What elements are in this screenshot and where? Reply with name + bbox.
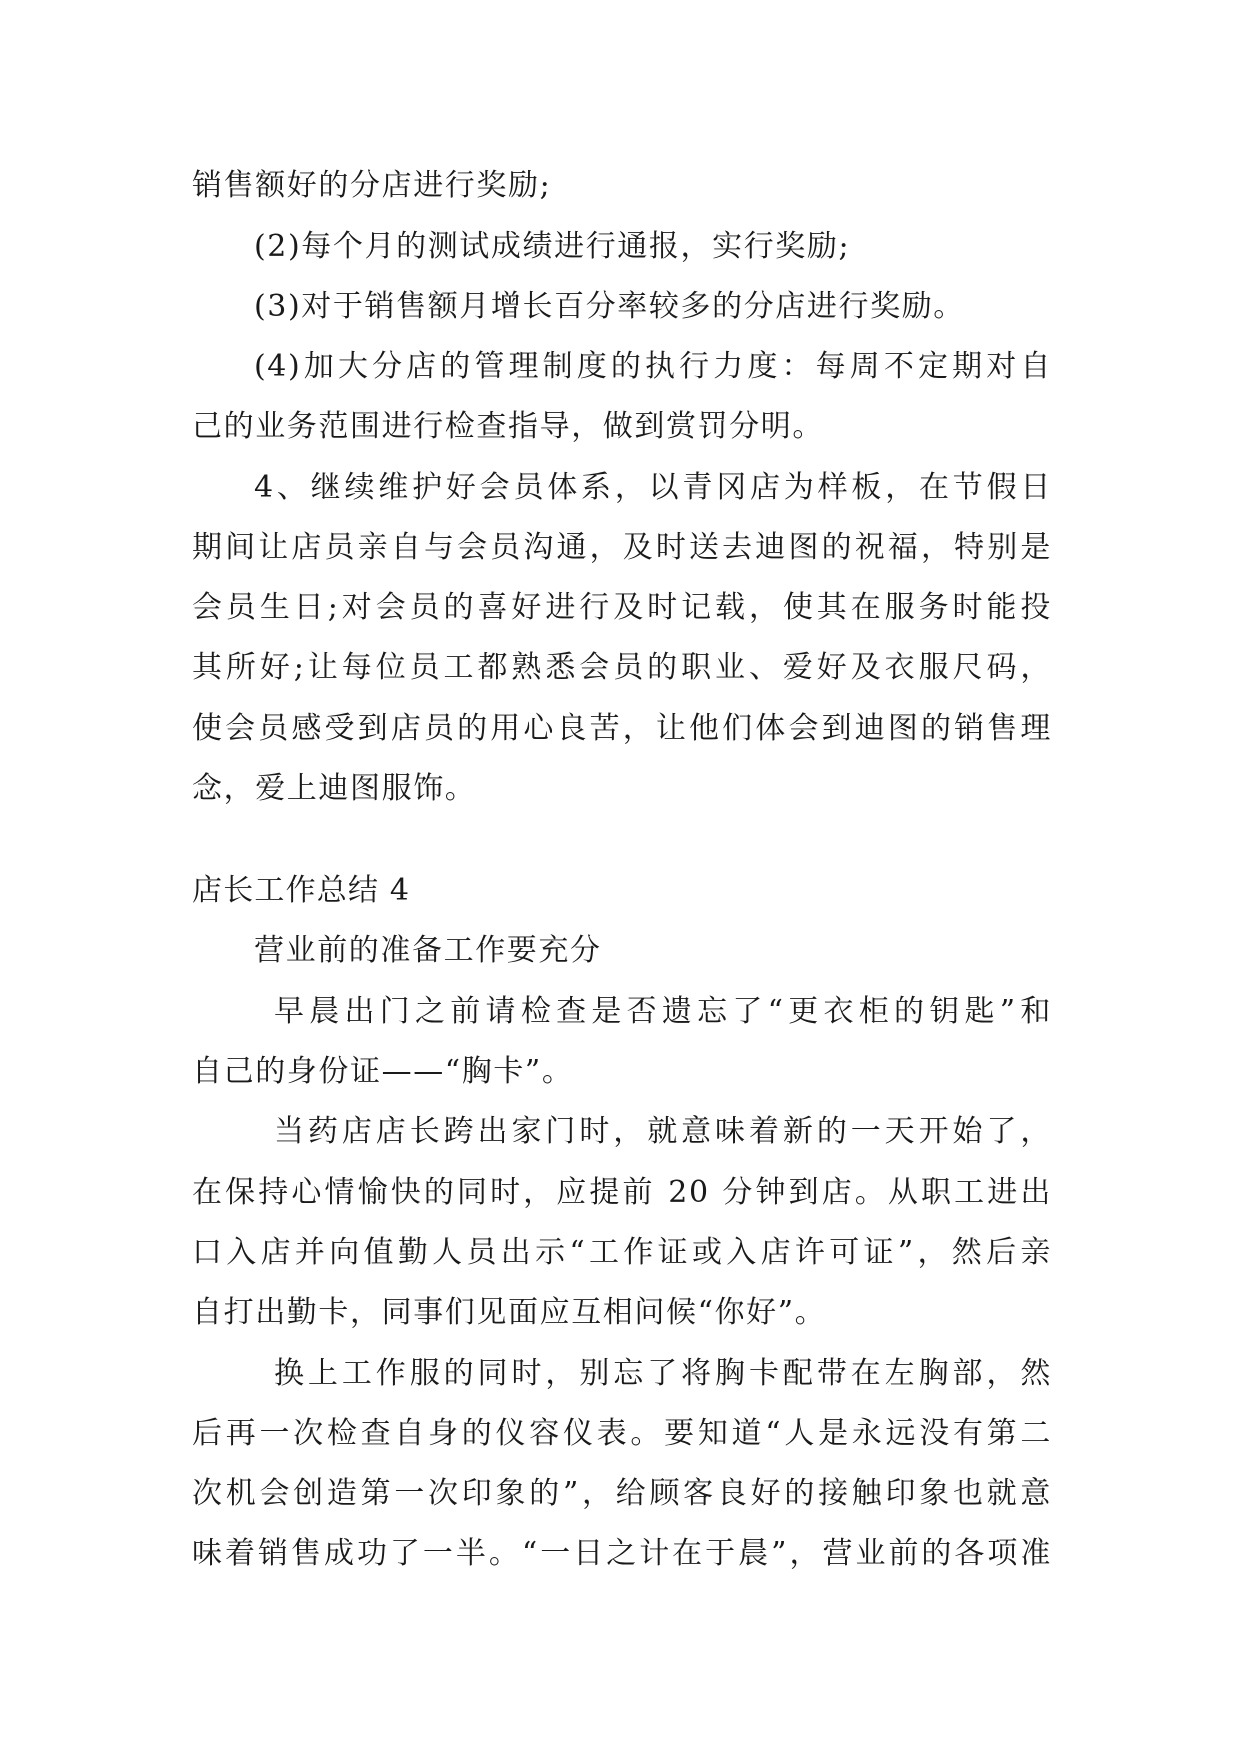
text-line: 会员生日;对会员的喜好进行及时记载，使其在服务时能投 (192, 590, 1052, 625)
text-line: (3)对于销售额月增长百分率较多的分店进行奖励。 (254, 289, 965, 324)
text-line: 早晨出门之前请检查是否遗忘了“更衣柜的钥匙”和 (274, 994, 1052, 1029)
text-line: 使会员感受到店员的用心良苦，让他们体会到迪图的销售理 (192, 711, 1052, 746)
text-line: 当药店店长跨出家门时，就意味着新的一天开始了， (274, 1114, 1052, 1149)
text-line: 自己的身份证——“胸卡”。 (192, 1054, 574, 1089)
text-line: 口入店并向值勤人员出示“工作证或入店许可证”，然后亲 (192, 1235, 1052, 1270)
text-line: 在保持心情愉快的同时，应提前 20 分钟到店。从职工进出 (192, 1175, 1052, 1210)
text-line: 念，爱上迪图服饰。 (192, 771, 477, 806)
text-line: (2)每个月的测试成绩进行通报，实行奖励; (254, 229, 851, 264)
text-line: 次机会创造第一次印象的”，给顾客良好的接触印象也就意 (192, 1476, 1052, 1511)
text-line: 换上工作服的同时，别忘了将胸卡配带在左胸部，然 (274, 1356, 1052, 1391)
text-line: 自打出勤卡，同事们见面应互相问候“你好”。 (192, 1295, 827, 1330)
section-title: 店长工作总结 4 (192, 873, 411, 908)
text-line: 其所好;让每位员工都熟悉会员的职业、爱好及衣服尺码， (192, 650, 1052, 685)
text-line: 后再一次检查自身的仪容仪表。要知道“人是永远没有第二 (192, 1416, 1052, 1451)
text-line: 销售额好的分店进行奖励; (192, 168, 552, 203)
text-line: (4)加大分店的管理制度的执行力度：每周不定期对自 (254, 349, 1052, 384)
subheading: 营业前的准备工作要充分 (254, 933, 602, 968)
text-line: 4、继续维护好会员体系，以青冈店为样板，在节假日 (254, 470, 1052, 505)
text-line: 己的业务范围进行检查指导，做到赏罚分明。 (192, 409, 824, 444)
text-line: 期间让店员亲自与会员沟通，及时送去迪图的祝福，特别是 (192, 530, 1052, 565)
text-line: 味着销售成功了一半。“一日之计在于晨”，营业前的各项准 (192, 1536, 1052, 1571)
